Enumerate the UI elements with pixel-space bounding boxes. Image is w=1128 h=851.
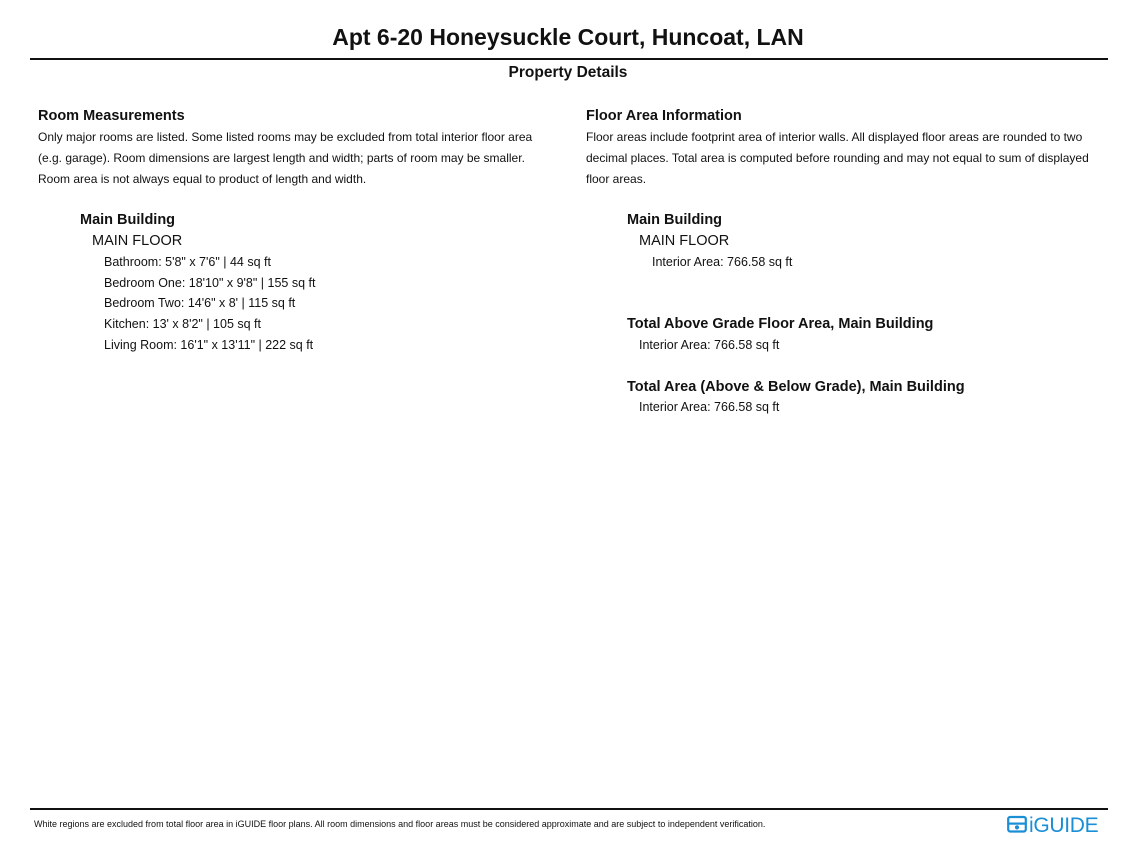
iguide-box-icon — [1007, 815, 1027, 838]
footer-divider — [30, 808, 1108, 810]
area-floor-label: MAIN FLOOR — [639, 233, 730, 249]
iguide-logo — [1007, 815, 1098, 837]
above-grade-interior-area: Interior Area: 766.58 sq ft — [639, 338, 780, 352]
total-area-heading: Total Area (Above & Below Grade), Main Building — [627, 379, 965, 395]
footer-disclaimer: White regions are excluded from total floor area in iGUIDE floor plans. All room dimensions and floor areas must be considered approximate and are subject to independent verification. — [34, 819, 766, 829]
room-item: Bathroom: 5'8" x 7'6" | 44 sq ft — [104, 255, 271, 269]
room-item: Kitchen: 13' x 8'2" | 105 sq ft — [104, 317, 261, 331]
room-item: Bedroom Two: 14'6" x 8' | 115 sq ft — [104, 296, 296, 310]
area-building-heading: Main Building — [627, 212, 723, 228]
floor-interior-area: Interior Area: 766.58 sq ft — [652, 255, 793, 269]
page-subtitle: Property Details — [508, 64, 628, 81]
header-divider — [30, 58, 1108, 60]
room-measurements-heading: Room Measurements — [38, 108, 185, 124]
description-line: Only major rooms are listed. Some listed rooms may be excluded from total interior floor area — [38, 130, 533, 144]
room-measurements-section — [38, 107, 558, 190]
description-line: Room area is not always equal to product of length and width. — [38, 172, 367, 186]
description-line: (e.g. garage). Room dimensions are largest length and width; parts of room may be smaller. — [38, 151, 525, 165]
floor-area-section — [586, 107, 1116, 190]
above-grade-heading: Total Above Grade Floor Area, Main Building — [627, 316, 934, 332]
iguide-logo-text: iGUIDE — [1029, 814, 1099, 837]
description-line: floor areas. — [586, 172, 647, 186]
total-interior-area: Interior Area: 766.58 sq ft — [639, 400, 780, 414]
description-line: Floor areas include footprint area of interior walls. All displayed floor areas are rounded to two — [586, 130, 1083, 144]
description-line: decimal places. Total area is computed before rounding and may not equal to sum of displayed — [586, 151, 1089, 165]
room-item: Bedroom One: 18'10" x 9'8" | 155 sq ft — [104, 276, 316, 290]
room-measurements-description — [38, 127, 558, 190]
floor-area-description — [586, 127, 1116, 190]
room-item: Living Room: 16'1" x 13'11" | 222 sq ft — [104, 338, 314, 352]
room-floor-label: MAIN FLOOR — [92, 233, 183, 249]
room-building-heading: Main Building — [80, 212, 176, 228]
page-title: Apt 6-20 Honeysuckle Court, Huncoat, LAN — [332, 24, 804, 50]
floor-area-heading: Floor Area Information — [586, 108, 742, 124]
